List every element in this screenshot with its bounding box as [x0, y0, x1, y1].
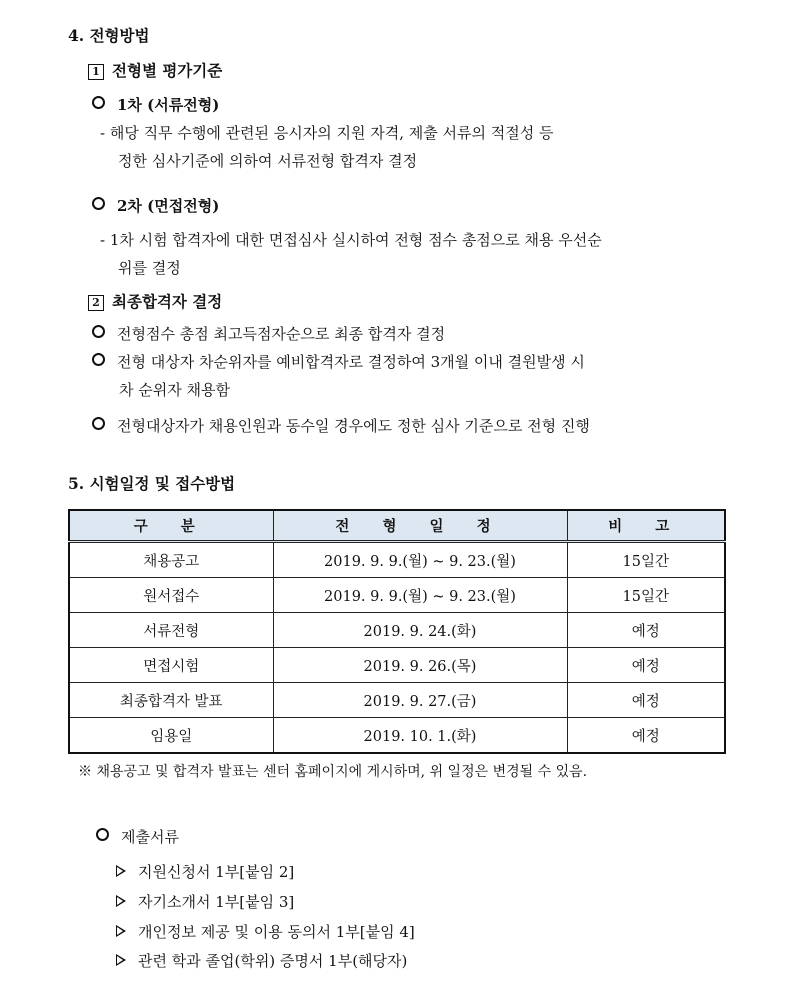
cell-schedule: 2019. 10. 1.(화)	[273, 718, 567, 754]
section-5-title: 5. 시험일정 및 접수방법	[68, 474, 236, 493]
circle-bullet-icon	[92, 417, 105, 430]
triangle-bullet-icon	[116, 954, 126, 966]
table-row	[69, 718, 725, 754]
list-item	[116, 950, 407, 971]
cell-schedule: 2019. 9. 9.(월) ~ 9. 23.(월)	[273, 542, 567, 578]
circle-bullet-icon	[92, 325, 105, 338]
triangle-bullet-icon	[116, 925, 126, 937]
list-item	[116, 861, 294, 882]
table-header-row	[69, 510, 725, 542]
second-stage-desc-line2: 위를 결정	[118, 259, 181, 277]
cell-category: 임용일	[69, 718, 273, 754]
cell-remarks: 예정	[567, 648, 725, 683]
final-decision-text: 전형점수 총점 최고득점자순으로 최종 합격자 결정	[117, 325, 446, 343]
cell-schedule: 2019. 9. 26.(목)	[273, 648, 567, 683]
second-stage-heading	[92, 195, 219, 216]
document-item-text: 관련 학과 졸업(학위) 증명서 1부(해당자)	[138, 952, 408, 970]
schedule-table	[68, 509, 726, 754]
cell-remarks: 예정	[567, 718, 725, 754]
list-item	[116, 891, 294, 912]
first-stage-desc-line1: - 해당 직무 수행에 관련된 응시자의 지원 자격, 제출 서류의 적절성 등	[100, 124, 554, 142]
triangle-bullet-icon	[116, 895, 126, 907]
subsection-2-heading	[88, 290, 222, 312]
final-decision-text-cont: 차 순위자 채용함	[119, 381, 230, 399]
boxed-number-1: 1	[88, 64, 104, 80]
cell-category: 서류전형	[69, 613, 273, 648]
triangle-bullet-icon	[116, 865, 126, 877]
circle-bullet-icon	[92, 353, 105, 366]
cell-remarks: 예정	[567, 613, 725, 648]
col-header-category: 구 분	[69, 510, 273, 542]
cell-remarks: 15일간	[567, 542, 725, 578]
final-decision-text: 전형대상자가 채용인원과 동수일 경우에도 정한 심사 기준으로 전형 진행	[117, 417, 590, 435]
cell-category: 면접시험	[69, 648, 273, 683]
subsection-1-heading	[88, 59, 222, 81]
cell-schedule: 2019. 9. 24.(화)	[273, 613, 567, 648]
cell-schedule: 2019. 9. 9.(월) ~ 9. 23.(월)	[273, 578, 567, 613]
table-row	[69, 542, 725, 578]
final-decision-item	[92, 351, 585, 372]
documents-title: 제출서류	[121, 828, 179, 846]
table-row	[69, 613, 725, 648]
document-item-text: 지원신청서 1부[붙임 2]	[138, 863, 295, 881]
subsection-1-title: 전형별 평가기준	[112, 61, 223, 80]
document-item-text: 개인정보 제공 및 이용 동의서 1부[붙임 4]	[138, 923, 415, 941]
cell-remarks: 15일간	[567, 578, 725, 613]
first-stage-title: 1차 (서류전형)	[117, 96, 220, 114]
section-4-title: 4. 전형방법	[68, 26, 150, 45]
second-stage-title: 2차 (면접전형)	[117, 197, 220, 215]
col-header-remarks: 비 고	[567, 510, 725, 542]
circle-bullet-icon	[92, 197, 105, 210]
cell-category: 채용공고	[69, 542, 273, 578]
circle-bullet-icon	[96, 828, 109, 841]
first-stage-heading	[92, 94, 219, 115]
final-decision-item	[92, 323, 445, 344]
col-header-schedule: 전 형 일 정	[273, 510, 567, 542]
circle-bullet-icon	[92, 96, 105, 109]
documents-heading	[96, 826, 179, 847]
second-stage-desc-line1: - 1차 시험 합격자에 대한 면접심사 실시하여 전형 점수 총점으로 채용 우선순	[100, 231, 602, 249]
cell-schedule: 2019. 9. 27.(금)	[273, 683, 567, 718]
table-row	[69, 648, 725, 683]
first-stage-desc-line2: 정한 심사기준에 의하여 서류전형 합격자 결정	[118, 152, 418, 170]
cell-category: 최종합격자 발표	[69, 683, 273, 718]
boxed-number-2: 2	[88, 295, 104, 311]
schedule-note: ※ 채용공고 및 합격자 발표는 센터 홈페이지에 게시하며, 위 일정은 변경될 수 있음.	[78, 764, 588, 780]
final-decision-text: 전형 대상자 차순위자를 예비합격자로 결정하여 3개월 이내 결원발생 시	[117, 353, 585, 371]
cell-category: 원서접수	[69, 578, 273, 613]
list-item	[116, 921, 415, 942]
table-row	[69, 683, 725, 718]
document-item-text: 자기소개서 1부[붙임 3]	[138, 893, 295, 911]
table-row	[69, 578, 725, 613]
subsection-2-title: 최종합격자 결정	[112, 292, 223, 311]
final-decision-item	[92, 415, 590, 436]
cell-remarks: 예정	[567, 683, 725, 718]
